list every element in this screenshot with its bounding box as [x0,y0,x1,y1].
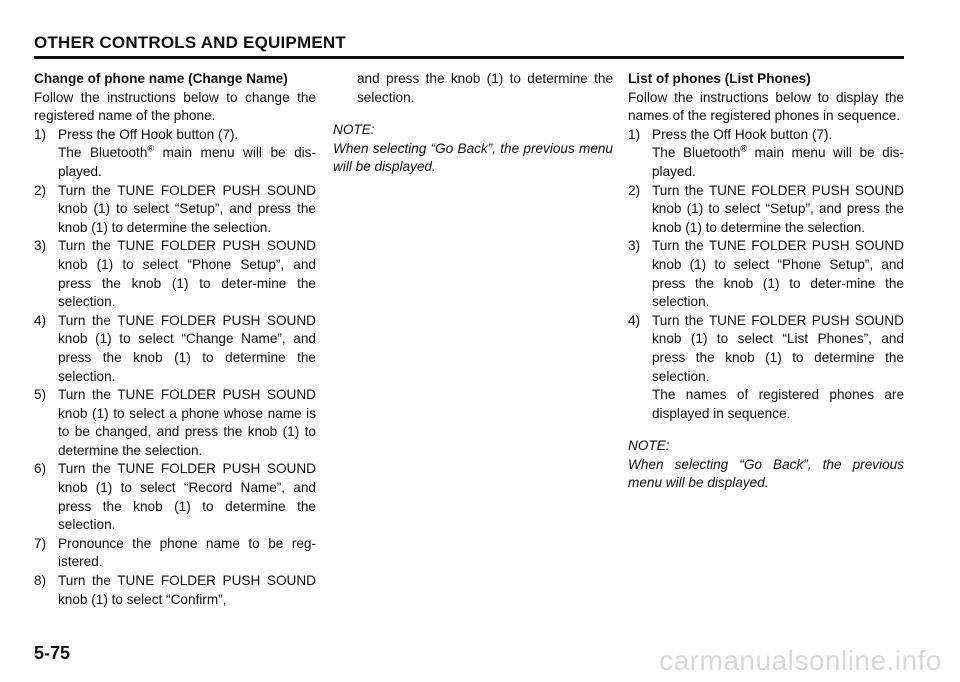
change-name-steps [34,126,316,609]
step-number: 4) [34,312,47,328]
step-item [34,386,316,460]
step-body [58,237,316,311]
step-item [34,460,316,534]
list-phones-heading: List of phones (List Phones) [628,71,811,86]
step-item [34,312,316,386]
step-body [58,126,316,182]
step-text: Turn the TUNE FOLDER PUSH SOUND knob (1) to select “Confirm”, [58,573,316,607]
step-subtext [652,386,904,423]
watermark: carmanualsonline.info [659,645,942,676]
note-text: When selecting “Go Back”, the previous menu will be displayed. [333,140,613,175]
step-body [58,386,316,460]
step-text: Turn the TUNE FOLDER PUSH SOUND knob (1) to select “Change Name”, and press the knob (1) to determine the selection. [58,312,316,384]
note-text: When selecting “Go Back”, the previous menu will be displayed. [628,456,904,491]
step-subtext [652,144,904,181]
step-subtext-part: main menu will be dis-played. [58,145,316,179]
step-number: 8) [34,573,47,589]
step-subtext-part: The Bluetooth [652,145,741,161]
change-name-intro: Follow the instructions below to change the registered name of the phone. [34,89,316,124]
step-body [58,460,316,534]
column-continuation [333,70,613,177]
step-item [34,182,316,238]
step-text: Turn the TUNE FOLDER PUSH SOUND knob (1) to select “Phone Setup”, and press the knob (1) to deter-mine the selection. [652,238,904,310]
step-body [652,126,904,182]
step-number: 7) [34,535,47,551]
step-number: 3) [628,238,641,254]
step-text: Press the Off Hook button (7). [58,126,239,142]
step-text: Turn the TUNE FOLDER PUSH SOUND knob (1) to select “Record Name”, and press the knob (1) to determine the selection. [58,461,316,533]
step-number: 5) [34,387,47,403]
step-body [652,182,904,238]
step-item [628,237,904,311]
step-item [628,312,904,424]
step-body [652,237,904,311]
step-body [652,312,904,424]
section-title: OTHER CONTROLS AND EQUIPMENT [34,33,346,52]
change-name-heading: Change of phone name (Change Name) [34,71,288,86]
step-item [628,126,904,182]
step-body [58,312,316,386]
step-text: Press the Off Hook button (7). [652,126,833,142]
step-text: Turn the TUNE FOLDER PUSH SOUND knob (1) to select “Phone Setup”, and press the knob (1) to deter-mine the selection. [58,238,316,310]
registered-mark: ® [740,143,748,154]
step-item [34,572,316,609]
step-item [34,126,316,182]
step-item [34,535,316,572]
step-subtext-part: main menu will be dis-played. [652,145,904,179]
step-subtext-part: The Bluetooth [58,145,148,161]
step-number: 2) [34,182,47,198]
step-subtext [58,144,316,181]
step-number: 6) [34,461,47,477]
note-label: NOTE: [333,122,375,138]
step-number: 1) [34,126,47,142]
step-number: 2) [628,182,641,198]
step-text: Turn the TUNE FOLDER PUSH SOUND knob (1) to select “List Phones”, and press the knob (1) to determine the selection. [652,312,904,384]
step-subtext-part: The names of registered phones are displayed in sequence. [652,387,904,421]
step-number: 1) [628,126,641,142]
step-body [58,182,316,238]
step-number: 4) [628,312,641,328]
header-rule [34,56,904,59]
step-text: Turn the TUNE FOLDER PUSH SOUND knob (1) to select “Setup”, and press the knob (1) to determine the selection. [652,182,904,235]
page-number: 5-75 [34,643,71,663]
step-body [58,572,316,609]
list-phones-intro: Follow the instructions below to display the names of the registered phones in sequence. [628,89,904,124]
step-text: Turn the TUNE FOLDER PUSH SOUND knob (1) to select “Setup”, and press the knob (1) to determine the selection. [58,182,316,235]
step-text: Turn the TUNE FOLDER PUSH SOUND knob (1) to select a phone whose name is to be changed, and press the knob (1) to determine the selection. [58,387,316,458]
column-list-phones [628,70,904,493]
step-item [628,182,904,238]
step-item [34,237,316,311]
column-change-name [34,70,316,609]
step-continuation: and press the knob (1) to determine the selection. [357,71,613,105]
step-body [58,535,316,572]
list-phones-steps [628,126,904,424]
registered-mark: ® [147,143,155,154]
note-label: NOTE: [628,438,670,454]
step-number: 3) [34,238,47,254]
step-text: Pronounce the phone name to be reg-istered. [58,535,316,570]
